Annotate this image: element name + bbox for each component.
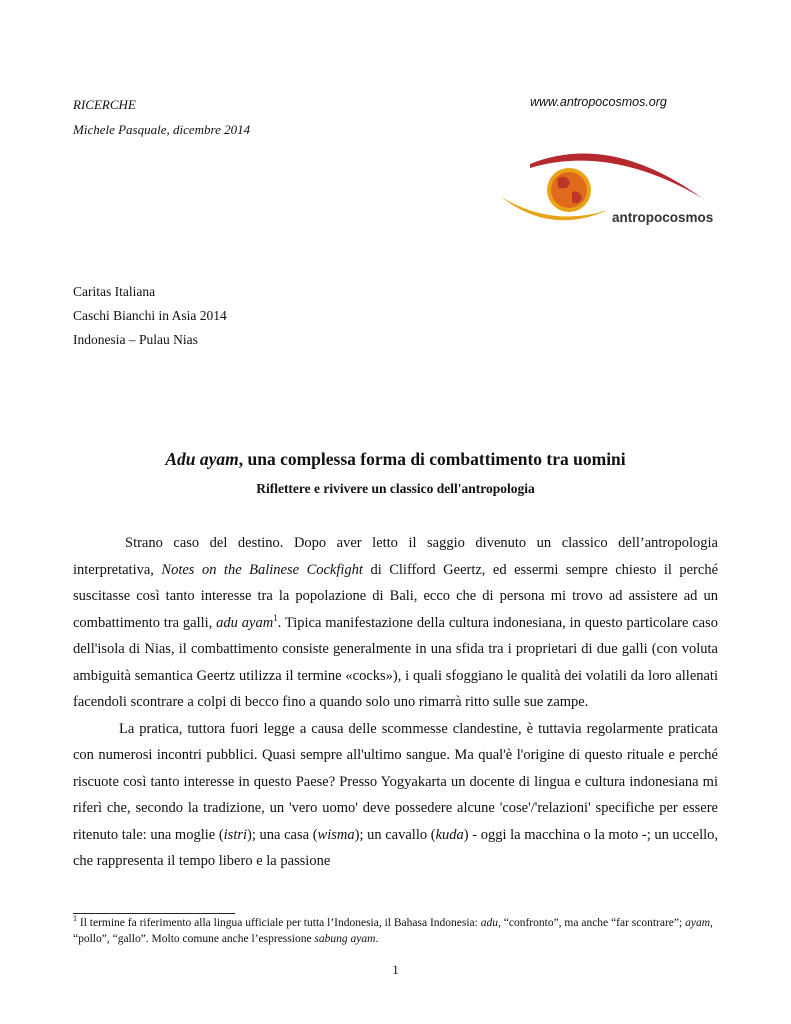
address-line: Caritas Italiana bbox=[73, 284, 156, 299]
article-subtitle: Riflettere e rivivere un classico dell'antropologia bbox=[256, 481, 535, 496]
section-label: RICERCHE bbox=[73, 97, 136, 112]
term-italic: sabung ayam bbox=[314, 932, 376, 945]
text-run: Il termine fa riferimento alla lingua ufficiale per tutta l’Indonesia, il Bahasa Indonesia: bbox=[77, 917, 481, 929]
author-date: Michele Pasquale, dicembre 2014 bbox=[73, 122, 251, 137]
footnote bbox=[73, 916, 718, 947]
term-italic: adu bbox=[480, 917, 498, 929]
header-left bbox=[73, 92, 250, 142]
text-run: La pratica, tuttora fuori legge a causa delle scommesse clandestine, è tuttavia regolarmente praticata con numerosi incontri pubblici. Quasi sempre all'ultimo sangue. Ma qual'è l'origine di questo rituale e perché riscuote così tanto interesse in questo Paese? Presso Yogyakarta un docente di lingua e cultura indonesiana mi riferì che, secondo la tradizione, un 'vero uomo' deve possedere alcune 'cose'/'relazioni' specifiche per essere ritenuto tale: una moglie ( bbox=[73, 720, 718, 843]
article-body bbox=[73, 530, 718, 875]
footnote-number: 1 bbox=[73, 914, 77, 924]
text-run: ); un cavallo ( bbox=[354, 826, 436, 843]
term-italic: istri bbox=[223, 826, 248, 843]
title-rest: , una complessa forma di combattimento tra uomini bbox=[238, 449, 626, 469]
text-run: . Tipica manifestazione della cultura indonesiana, in questo particolare caso dell'isola di Nias, il combattimento consiste generalmente in una sfida tra i proprietari di due galli (con voluta ambiguità semantica Geertz utilizza il termine «cocks»), i quali sfoggiano le qualità dei volatili da loro allenati facendoli scontrare a colpi di becco fino a quando solo uno rimarrà ritto sulle sue zampe. bbox=[73, 614, 719, 710]
logo-text: antropocosmos bbox=[612, 210, 714, 225]
address-block bbox=[73, 280, 227, 352]
antropocosmos-logo bbox=[490, 140, 715, 230]
text-run: Strano caso del destino. Dopo aver letto il saggio divenuto un classico dell’antropologia interpretativa, bbox=[73, 535, 718, 578]
term-italic: wisma bbox=[317, 826, 355, 843]
text-run: di Clifford Geertz, ed essermi sempre chiesto il perché suscitasse così tanto interesse tra la popolazione di Bali, ecco che di persona mi trovo ad assistere ad un combattimento tra galli, bbox=[73, 561, 718, 631]
paragraph bbox=[73, 716, 718, 875]
footnote-ref[interactable]: 1 bbox=[273, 612, 278, 623]
title-italic: Adu ayam bbox=[165, 449, 239, 469]
paragraph bbox=[73, 530, 718, 716]
text-run: ); una casa ( bbox=[247, 826, 318, 843]
article-title bbox=[73, 449, 718, 470]
book-title: Notes on the Balinese Cockfight bbox=[161, 561, 363, 578]
term-italic: kuda bbox=[435, 826, 464, 843]
text-run: , “pollo”, “gallo”. Molto comune anche l’espressione bbox=[73, 917, 713, 945]
term-italic: adu ayam bbox=[216, 614, 274, 631]
text-run: , “confronto”, ma anche “far scontrare”; bbox=[498, 917, 686, 929]
address-line: Indonesia – Pulau Nias bbox=[73, 332, 198, 347]
page-number: 1 bbox=[392, 962, 399, 977]
text-run: ) - oggi la macchina o la moto -; un uccello, che rappresenta il tempo libero e la passione bbox=[73, 826, 718, 869]
footnote-divider bbox=[73, 913, 235, 914]
term-italic: ayam bbox=[685, 917, 711, 929]
text-run: . bbox=[375, 932, 379, 945]
address-line: Caschi Bianchi in Asia 2014 bbox=[73, 308, 227, 323]
website-link[interactable]: www.antropocosmos.org bbox=[530, 95, 667, 109]
